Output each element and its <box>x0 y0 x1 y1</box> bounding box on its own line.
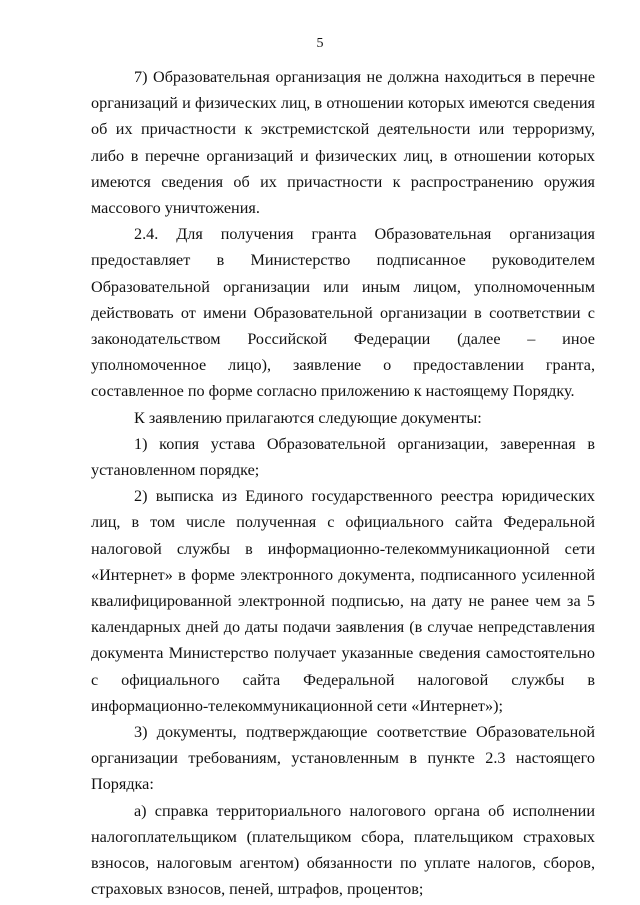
paragraph-attachment-2: 2) выписка из Единого государственного реестра юридических лиц, в том числе полученная с официального сайта Федеральной налоговой службы в информационно-телекоммуникационной сети «Интернет» в форме электронного документа, подписанного усиленной квалифицированной электронной подписью, на дату не ранее чем за 5 календарных дней до даты подачи заявления (в случае непредставления документа Министерство получает указанные сведения самостоятельно с официального сайта Федеральной налоговой службы в информационно-телекоммуникационной сети «Интернет»); <box>91 487 595 715</box>
paragraph-item-7-criterion: 7) Образовательная организация не должна находиться в перечне организаций и физических лиц, в отношении которых имеются сведения об их причастности к экстремистской деятельности или терроризму, либо в перечне организаций и физических лиц, в отношении которых имеются сведения об их причастности к распространению оружия массового уничтожения. <box>91 68 595 218</box>
paragraph-attachment-1: 1) копия устава Образовательной организации, заверенная в установленном порядке; <box>91 434 595 480</box>
paragraph-attachment-3a: а) справка территориального налогового органа об исполнении налогоплательщиком (плательщиком сбора, плательщиком страховых взносов, налоговым агентом) обязанности по уплате налогов, сборов, страховых взносов, пеней, штрафов, процентов; <box>91 801 595 899</box>
paragraph-attachments-intro: К заявлению прилагаются следующие документы: <box>134 408 482 427</box>
paragraph-2-4-application: 2.4. Для получения гранта Образовательная организация предоставляет в Министерство подписанное руководителем Образовательной организации или иным лицом, уполномоченным действовать от имени Образовательной организации в соответствии с законодательством Российской Федерации (далее – иное уполномоченное лицо), заявление о предоставлении гранта, составленное по форме согласно приложению к настоящему Порядку. <box>91 225 595 401</box>
page-number: 5 <box>316 36 324 51</box>
paragraph-attachment-3: 3) документы, подтверждающие соответствие Образовательной организации требованиям, установленным в пункте 2.3 настоящего Порядка: <box>91 723 595 794</box>
document-body <box>91 64 595 903</box>
